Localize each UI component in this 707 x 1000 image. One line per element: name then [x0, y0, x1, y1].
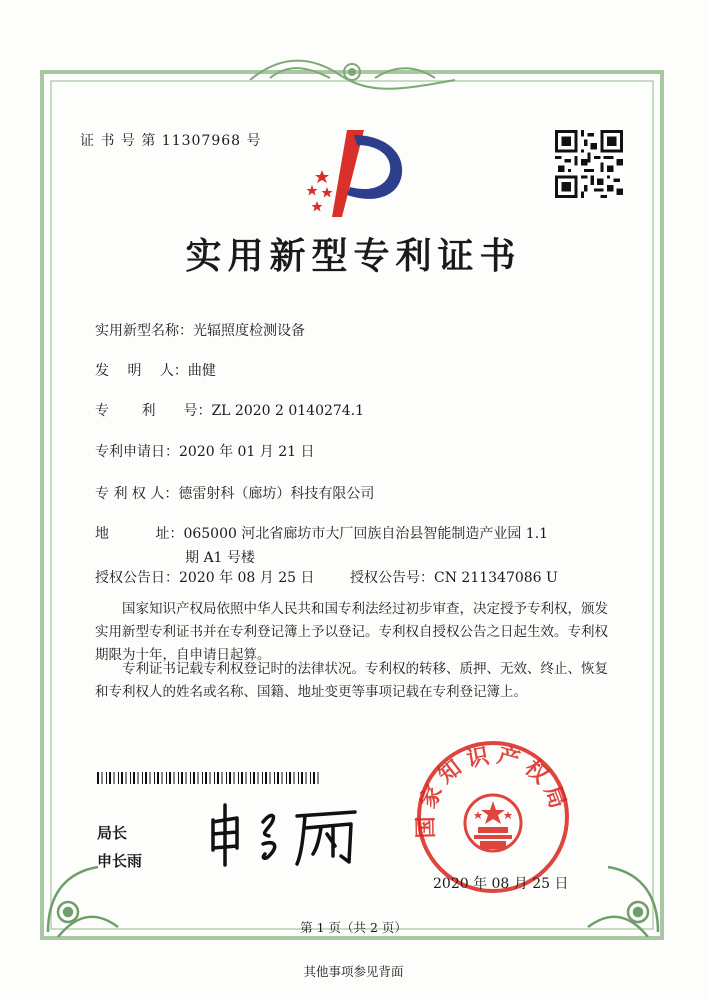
- svg-text:国家知识产权局: 国家知识产权局: [413, 742, 572, 839]
- field-label: 地 址：: [95, 526, 184, 542]
- grant-number: CN 211347086 U: [434, 570, 558, 586]
- seal-date: 2020 年 08 月 25 日: [433, 876, 569, 892]
- grant-date-row: [95, 567, 315, 587]
- field-label: 授权公告日：: [95, 570, 179, 586]
- patentee: 德雷射科（廊坊）科技有限公司: [178, 486, 375, 502]
- signatory-name: 申长雨: [97, 852, 143, 870]
- footer-note: 其他事项参见背面: [303, 964, 404, 979]
- statement-paragraph: 专利证书记载专利权登记时的法律状况。专利权的转移、质押、无效、终止、恢复和专利权人的姓名或名称、国籍、地址变更等事项记载在专利登记簿上。: [95, 661, 608, 700]
- field-label: 发 明 人：: [95, 363, 188, 379]
- utility-model-name-row: [95, 320, 305, 340]
- cnipa-logo-icon: [302, 125, 412, 220]
- patent-number-row: [95, 400, 364, 420]
- statement-paragraph: 国家知识产权局依照中华人民共和国专利法经过初步审查，决定授予专利权，颁发实用新型专利证书并在专利登记簿上予以登记。专利权自授权公告之日起生效。专利权期限为十年，自申请日起算。: [95, 601, 608, 663]
- field-label: 实用新型名称：: [95, 323, 193, 339]
- certificate-title: 实用新型专利证书: [185, 236, 522, 277]
- application-date: 2020 年 01 月 21 日: [179, 444, 315, 460]
- handwritten-signature: [205, 800, 365, 870]
- official-seal: [408, 735, 578, 895]
- grant-date: 2020 年 08 月 25 日: [179, 570, 315, 586]
- grant-number-row: [350, 567, 558, 587]
- field-label: 专 利 号：: [95, 403, 212, 419]
- field-label: 专 利 权 人：: [95, 486, 179, 502]
- page-number: 第 1 页（共 2 页）: [300, 920, 407, 935]
- patentee-row: [95, 483, 374, 503]
- barcode-icon: [97, 772, 322, 784]
- utility-model-name: 光辐照度检测设备: [193, 323, 305, 339]
- field-label: 专利申请日：: [95, 444, 179, 460]
- top-ornament-icon: [240, 50, 465, 90]
- certificate-number: 证 书 号 第 11307968 号: [80, 133, 262, 149]
- address-line-2: 期 A1 号楼: [185, 550, 255, 566]
- inventor: 曲健: [187, 363, 216, 379]
- application-date-row: [95, 441, 315, 461]
- inventor-row: [95, 360, 216, 380]
- address-line-1: 065000 河北省廊坊市大厂回族自治县智能制造产业园 1.1: [183, 526, 549, 542]
- patent-number: ZL 2020 2 0140274.1: [211, 403, 365, 419]
- field-label: 授权公告号：: [350, 570, 434, 586]
- signatory-role: 局长: [97, 824, 128, 842]
- qr-code-icon: [555, 130, 623, 198]
- address-row: [95, 523, 548, 543]
